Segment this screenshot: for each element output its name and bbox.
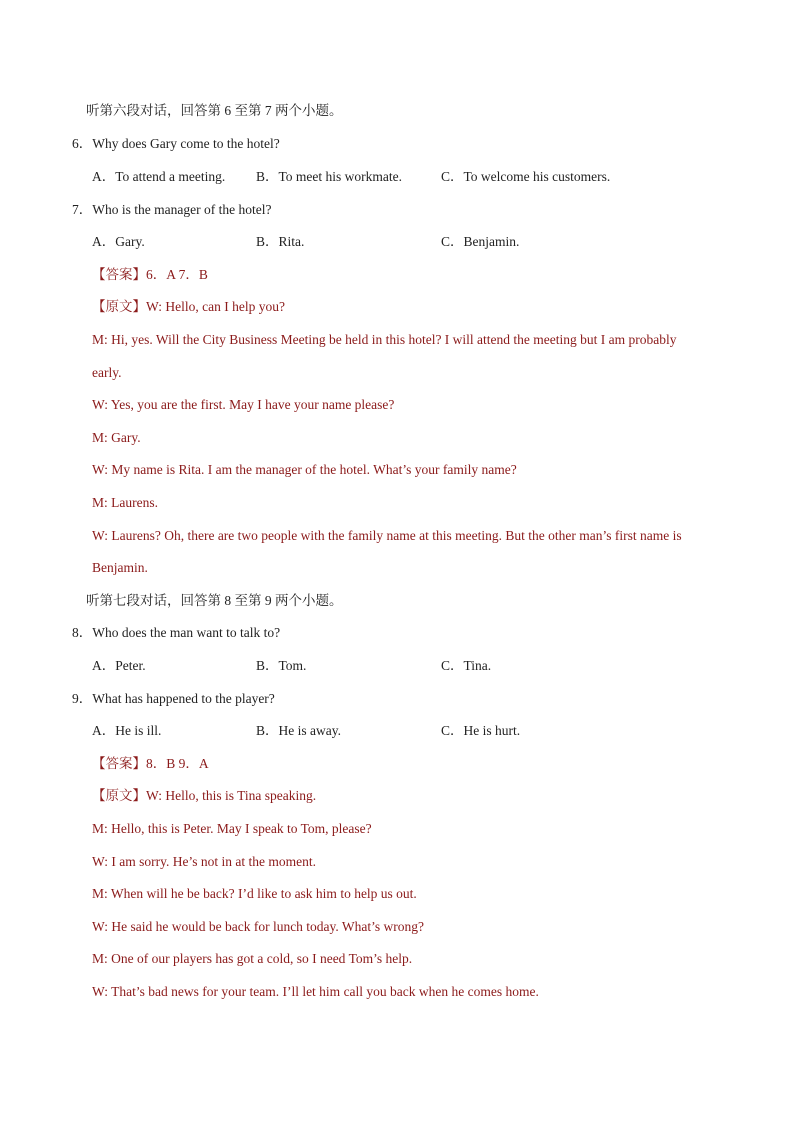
question-text: Why does Gary come to the hotel? (92, 136, 280, 151)
section-intro: 听第七段对话，回答第 8 至第 9 两个小题。 (86, 593, 343, 608)
script-line: M: When will he be back? I’d like to ask him to help us out. (92, 886, 417, 901)
script-line (92, 787, 316, 805)
question-9 (72, 690, 275, 708)
script-line: W: He said he would be back for lunch today. What’s wrong? (92, 919, 425, 934)
option-a: A．Peter. (92, 658, 146, 673)
question-8 (72, 624, 280, 642)
option-b: B．Tom. (256, 658, 307, 673)
option-a: A．To attend a meeting. (92, 169, 226, 184)
script-line (92, 298, 285, 316)
option-c: C．Tina. (441, 658, 492, 673)
script-line: early. (92, 365, 122, 380)
question-text: Who does the man want to talk to? (92, 625, 281, 640)
script-text: W: Hello, can I help you? (146, 299, 285, 314)
script-line: W: I am sorry. He’s not in at the moment. (92, 854, 316, 869)
question-number: 6． (72, 136, 93, 151)
section-intro: 听第六段对话，回答第 6 至第 7 两个小题。 (86, 103, 343, 118)
answer-tag: 【答案】 (92, 756, 146, 771)
option-c: C．He is hurt. (441, 723, 521, 738)
script-line: M: Gary. (92, 430, 141, 445)
question-text: Who is the manager of the hotel? (92, 202, 272, 217)
script-tag: 【原文】 (92, 788, 146, 803)
script-tag: 【原文】 (92, 299, 146, 314)
option-a: A．He is ill. (92, 723, 162, 738)
answer-text: 8．B 9．A (146, 756, 209, 771)
answer-line (92, 266, 208, 284)
question-number: 7． (72, 202, 93, 217)
answer-tag: 【答案】 (92, 267, 146, 282)
script-line: W: That’s bad news for your team. I’ll let him call you back when he comes home. (92, 984, 539, 999)
script-line: M: Hi, yes. Will the City Business Meeting be held in this hotel? I will attend the meeting but I am probably (92, 332, 677, 347)
question-number: 9． (72, 691, 93, 706)
question-6 (72, 135, 280, 153)
script-line: W: Laurens? Oh, there are two people with the family name at this meeting. But the other man’s first name is (92, 528, 682, 543)
answer-text: 6．A 7．B (146, 267, 208, 282)
script-line: M: Laurens. (92, 495, 158, 510)
script-text: W: Hello, this is Tina speaking. (146, 788, 317, 803)
script-line: M: One of our players has got a cold, so I need Tom’s help. (92, 951, 413, 966)
question-number: 8． (72, 625, 93, 640)
question-7 (72, 201, 271, 219)
option-b: B．He is away. (256, 723, 341, 738)
option-c: C．Benjamin. (441, 234, 520, 249)
answer-line (92, 755, 209, 773)
option-c: C．To welcome his customers. (441, 169, 611, 184)
script-line: M: Hello, this is Peter. May I speak to Tom, please? (92, 821, 372, 836)
script-line: W: Yes, you are the first. May I have your name please? (92, 397, 395, 412)
option-b: B．Rita. (256, 234, 305, 249)
question-text: What has happened to the player? (92, 691, 275, 706)
script-line: W: My name is Rita. I am the manager of the hotel. What’s your family name? (92, 462, 517, 477)
option-b: B．To meet his workmate. (256, 169, 403, 184)
script-line: Benjamin. (92, 560, 148, 575)
option-a: A．Gary. (92, 234, 145, 249)
